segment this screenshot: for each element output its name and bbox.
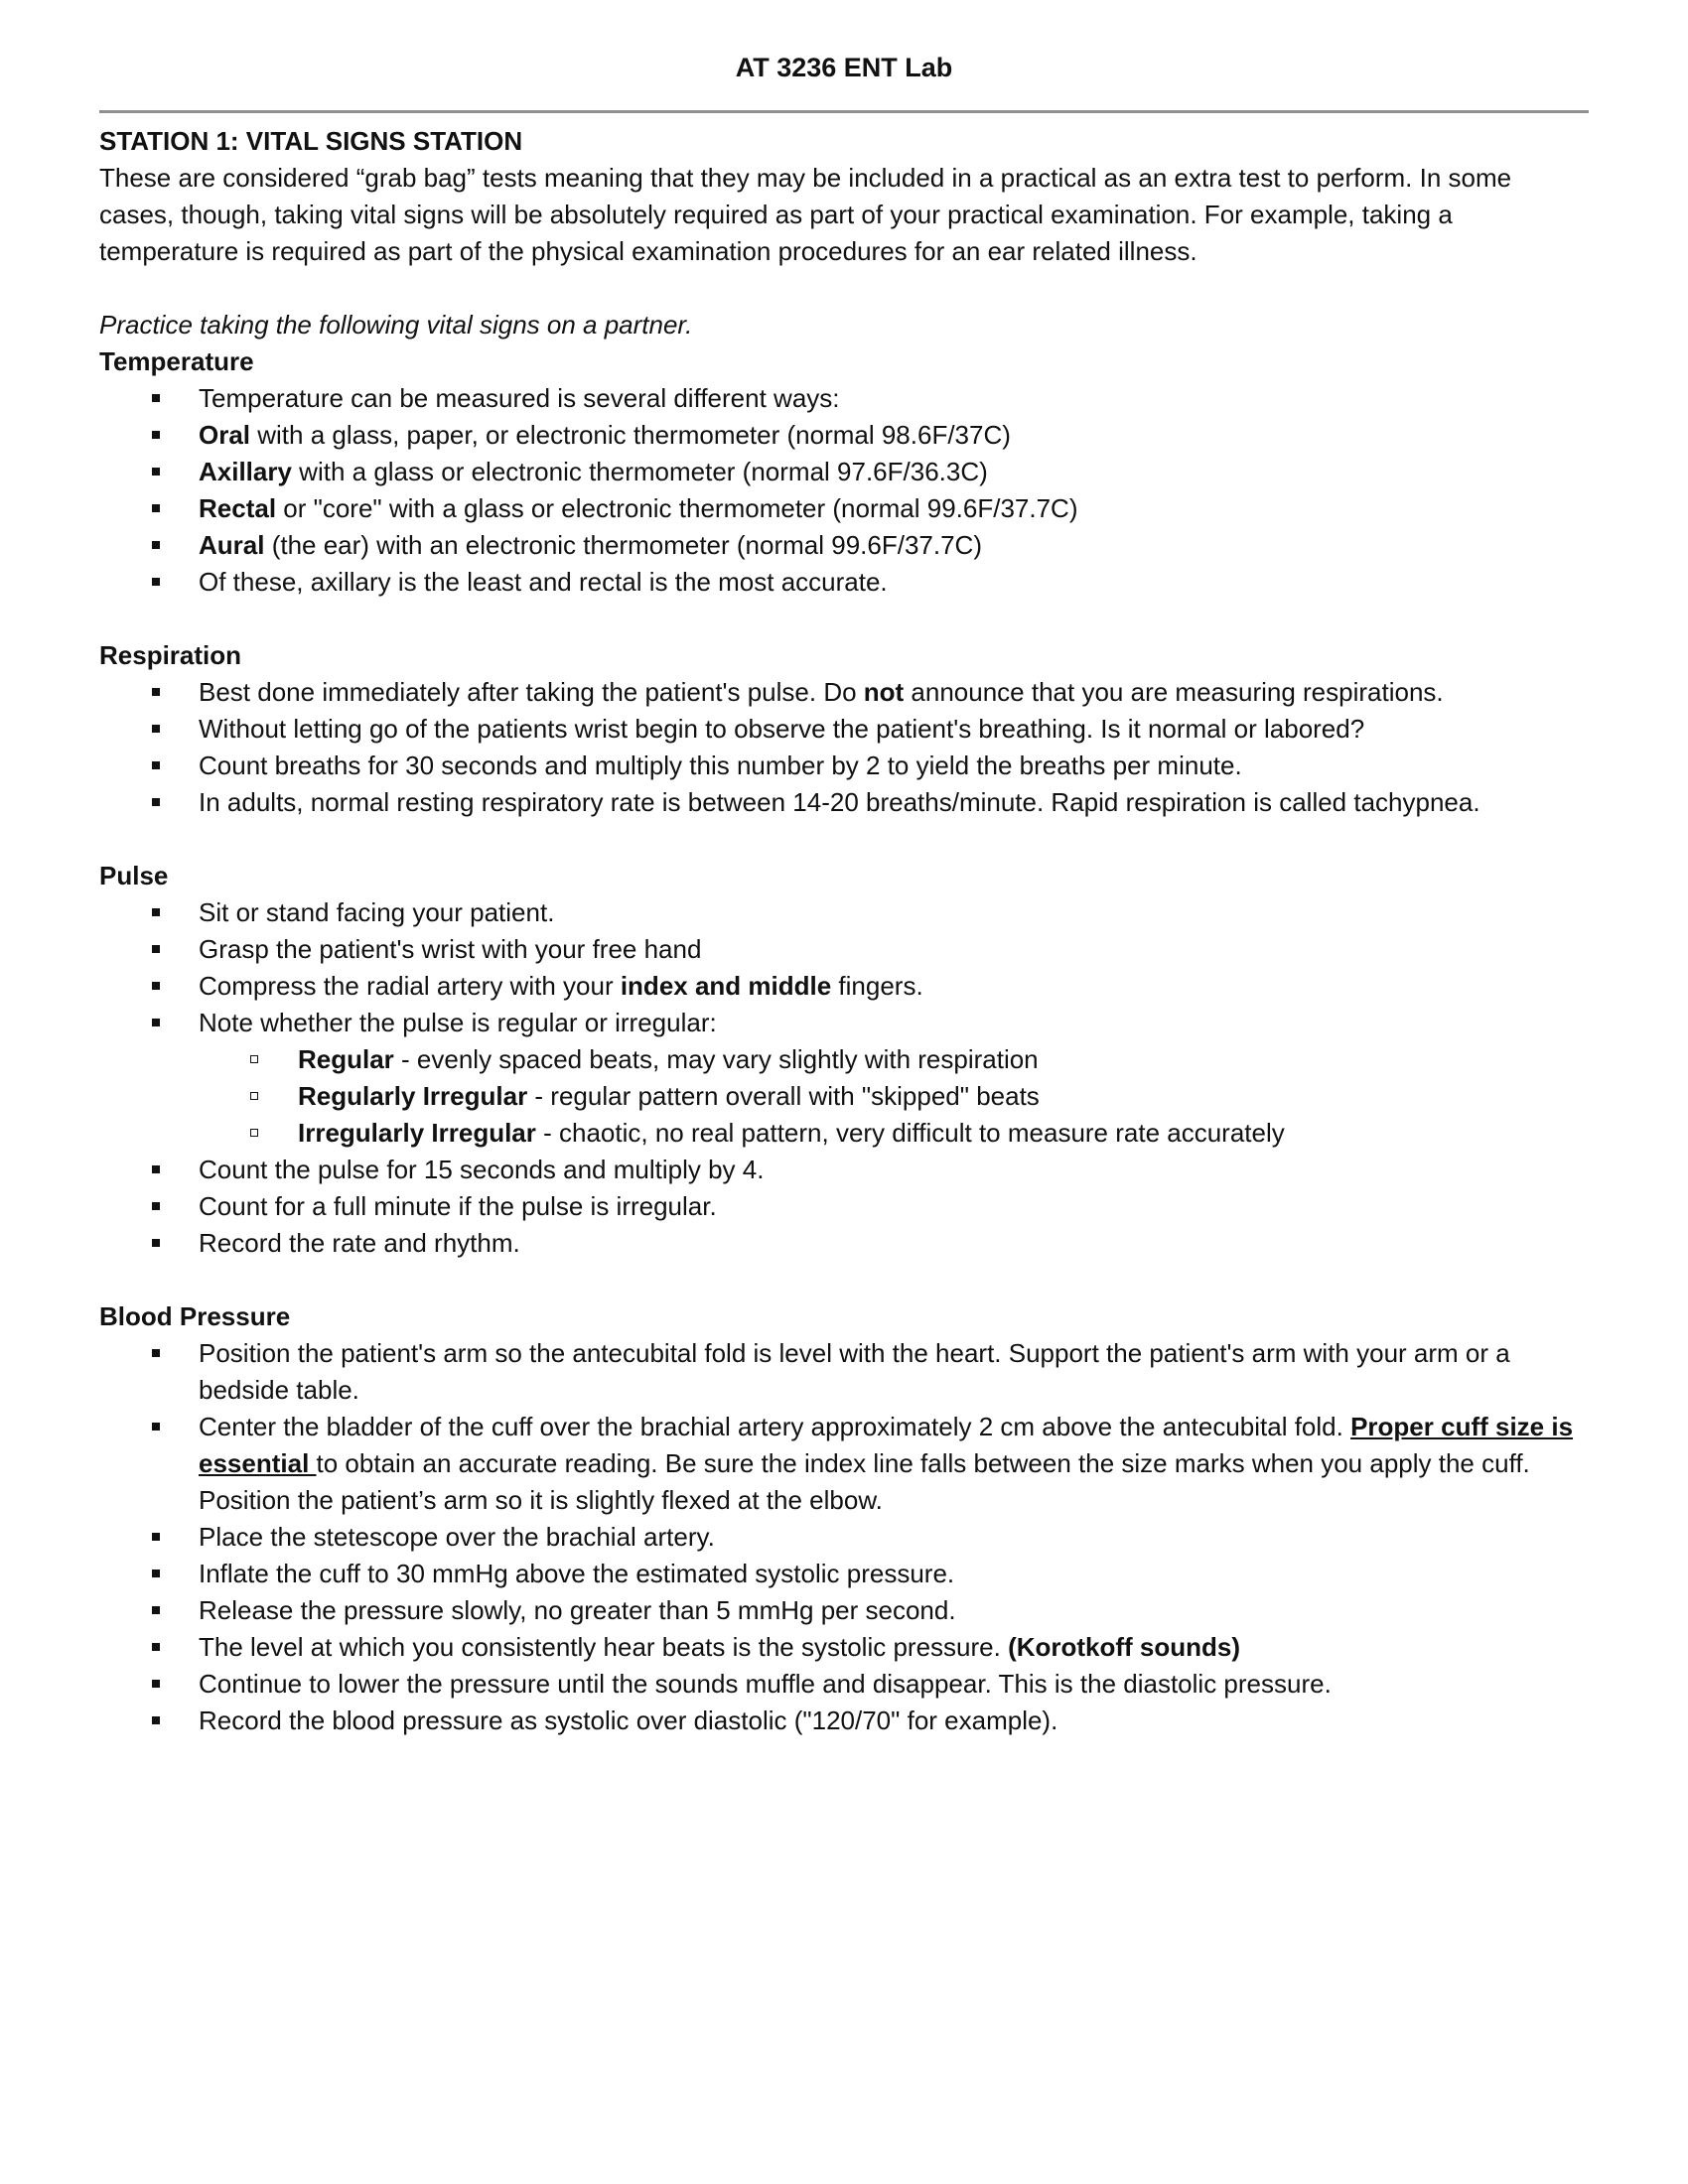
- square-bullet-icon: [152, 1716, 160, 1724]
- square-bullet-icon: [152, 725, 160, 733]
- list-item: Without letting go of the patients wrist begin to observe the patient's breathing. Is it normal or labored?: [99, 711, 1589, 748]
- list-item: Note whether the pulse is regular or irregular:: [99, 1005, 1589, 1041]
- list-item: The level at which you consistently hear beats is the systolic pressure. (Korotkoff sounds): [99, 1629, 1589, 1666]
- list-item: Sit or stand facing your patient.: [99, 894, 1589, 931]
- list-item: Inflate the cuff to 30 mmHg above the estimated systolic pressure.: [99, 1556, 1589, 1592]
- list-item: Record the rate and rhythm.: [99, 1225, 1589, 1262]
- pulse-list: [99, 894, 1589, 1262]
- square-bullet-icon: [152, 1643, 160, 1651]
- temperature-list: [99, 380, 1589, 601]
- section-respiration: [99, 637, 1589, 821]
- list-item: Record the blood pressure as systolic over diastolic ("120/70" for example).: [99, 1703, 1589, 1739]
- square-bullet-icon: [152, 1423, 160, 1431]
- square-bullet-icon: [152, 1533, 160, 1541]
- emphasis-underlined: Proper cuff size is essential: [199, 1412, 1574, 1478]
- list-item: Continue to lower the pressure until the sounds muffle and disappear. This is the diastolic pressure.: [99, 1666, 1589, 1703]
- practice-instruction: Practice taking the following vital signs on a partner.: [99, 310, 693, 340]
- list-item: Oral with a glass, paper, or electronic thermometer (normal 98.6F/37C): [99, 417, 1589, 454]
- section-title-temperature: Temperature: [99, 346, 254, 376]
- station-intro: These are considered “grab bag” tests meaning that they may be included in a practical as an extra test to perform. In some cases, though, taking vital signs will be absolutely required as part of your practical examination. For example, taking a temperature is required as part of the physical examination procedures for an ear related illness.: [99, 163, 1512, 266]
- square-bullet-icon: [152, 504, 160, 512]
- square-bullet-icon: [152, 798, 160, 806]
- square-bullet-icon: [152, 468, 160, 476]
- list-item: Place the stetescope over the brachial artery.: [99, 1519, 1589, 1556]
- section-blood-pressure: [99, 1298, 1589, 1739]
- blood-pressure-list: [99, 1335, 1589, 1739]
- list-item: Grasp the patient's wrist with your free hand: [99, 931, 1589, 968]
- section-title-blood-pressure: Blood Pressure: [99, 1301, 291, 1331]
- list-item: Temperature can be measured is several different ways:: [99, 380, 1589, 417]
- list-item: Aural (the ear) with an electronic thermometer (normal 99.6F/37.7C): [99, 527, 1589, 564]
- list-item: Of these, axillary is the least and rectal is the most accurate.: [99, 564, 1589, 601]
- list-item: Release the pressure slowly, no greater than 5 mmHg per second.: [99, 1592, 1589, 1629]
- section-pulse: [99, 858, 1589, 1262]
- list-item: Axillary with a glass or electronic thermometer (normal 97.6F/36.3C): [99, 454, 1589, 490]
- section-temperature: [99, 343, 1589, 601]
- section-title-pulse: Pulse: [99, 861, 169, 890]
- square-bullet-icon: [152, 982, 160, 990]
- section-title-respiration: Respiration: [99, 640, 242, 670]
- list-item: Count for a full minute if the pulse is irregular.: [99, 1188, 1589, 1225]
- square-bullet-icon: [152, 1165, 160, 1173]
- document-body: [99, 123, 1589, 1739]
- list-item: Center the bladder of the cuff over the brachial artery approximately 2 cm above the antecubital fold. Proper cuff size is essential to obtain an accurate reading. Be sure the index line falls between the size marks when you apply the cuff. Position the patient’s arm so it is slightly flexed at the elbow.: [99, 1409, 1589, 1519]
- list-item: In adults, normal resting respiratory rate is between 14-20 breaths/minute. Rapid respiration is called tachypnea.: [99, 784, 1589, 821]
- list-item: Count breaths for 30 seconds and multiply this number by 2 to yield the breaths per minute.: [99, 748, 1589, 784]
- sub-list-item: Irregularly Irregular - chaotic, no real pattern, very difficult to measure rate accurately: [99, 1115, 1589, 1152]
- square-bullet-icon: [152, 394, 160, 402]
- square-bullet-icon: [152, 1680, 160, 1688]
- square-bullet-icon: [152, 1570, 160, 1577]
- square-bullet-icon: [152, 1239, 160, 1247]
- square-bullet-icon: [152, 541, 160, 549]
- list-item: Compress the radial artery with your index and middle fingers.: [99, 968, 1589, 1005]
- hollow-square-bullet-icon: [250, 1055, 258, 1063]
- sub-list-item: Regular - evenly spaced beats, may vary slightly with respiration: [99, 1041, 1589, 1078]
- square-bullet-icon: [152, 1202, 160, 1210]
- list-item: Count the pulse for 15 seconds and multiply by 4.: [99, 1152, 1589, 1188]
- list-item: Position the patient's arm so the antecubital fold is level with the heart. Support the patient's arm with your arm or a bedside table.: [99, 1335, 1589, 1409]
- hollow-square-bullet-icon: [250, 1092, 258, 1100]
- respiration-list: [99, 674, 1589, 821]
- square-bullet-icon: [152, 908, 160, 916]
- list-item: Best done immediately after taking the patient's pulse. Do not announce that you are measuring respirations.: [99, 674, 1589, 711]
- square-bullet-icon: [152, 688, 160, 696]
- sub-list-item: Regularly Irregular - regular pattern overall with "skipped" beats: [99, 1078, 1589, 1115]
- square-bullet-icon: [152, 761, 160, 769]
- page-header-title: AT 3236 ENT Lab: [735, 53, 953, 82]
- list-item: Rectal or "core" with a glass or electronic thermometer (normal 99.6F/37.7C): [99, 490, 1589, 527]
- square-bullet-icon: [152, 1019, 160, 1026]
- hollow-square-bullet-icon: [250, 1129, 258, 1137]
- header-divider: [99, 110, 1589, 113]
- square-bullet-icon: [152, 578, 160, 586]
- square-bullet-icon: [152, 1349, 160, 1357]
- square-bullet-icon: [152, 1606, 160, 1614]
- square-bullet-icon: [152, 945, 160, 953]
- station-title: STATION 1: VITAL SIGNS STATION: [99, 126, 523, 156]
- square-bullet-icon: [152, 431, 160, 439]
